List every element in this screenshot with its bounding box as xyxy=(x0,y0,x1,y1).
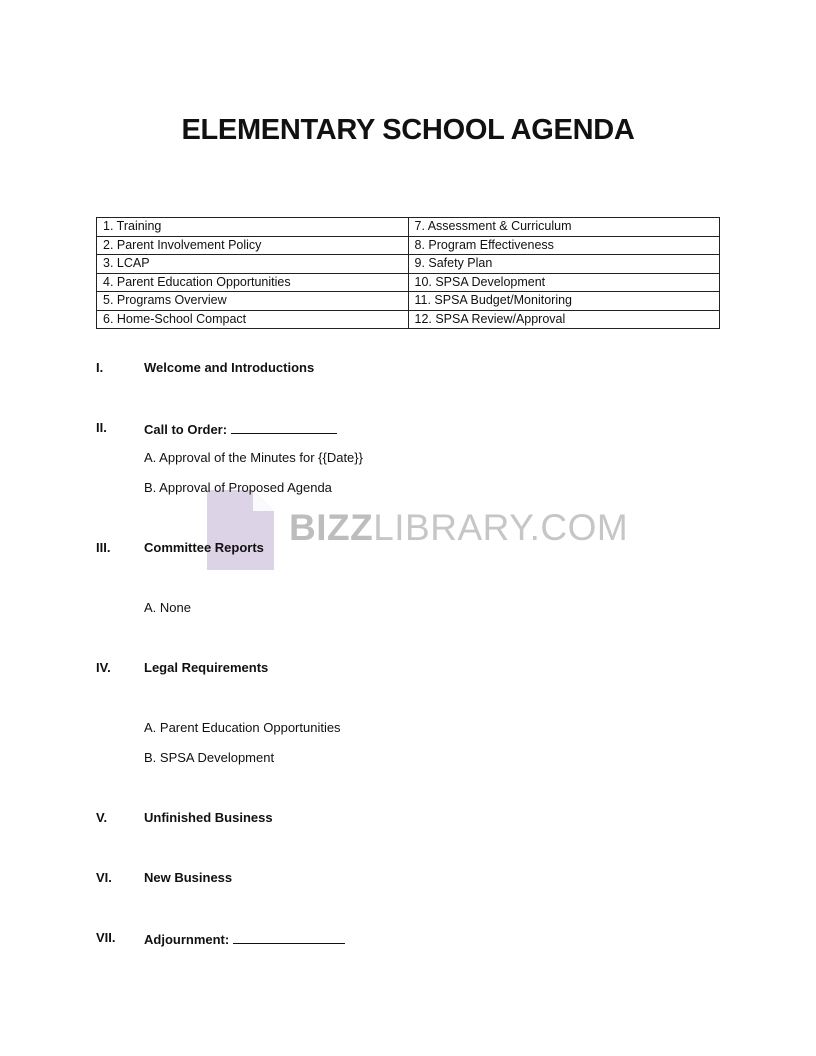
section-number: I. xyxy=(96,360,104,375)
table-cell: 5. Programs Overview xyxy=(97,292,409,311)
table-cell: 9. Safety Plan xyxy=(408,255,720,274)
sub-item: A. None xyxy=(144,600,191,615)
table-cell: 7. Assessment & Curriculum xyxy=(408,218,720,237)
topics-table xyxy=(96,217,720,329)
section-number: VI. xyxy=(96,870,112,885)
section-label: New Business xyxy=(144,870,233,885)
section-number: III. xyxy=(96,540,111,555)
sub-item: A. Approval of the Minutes for {{Date}} xyxy=(144,450,363,465)
section-label: Welcome and Introductions xyxy=(144,360,315,375)
document-title: ELEMENTARY SCHOOL AGENDA xyxy=(181,114,635,146)
table-row xyxy=(97,236,720,255)
section-number: VII. xyxy=(96,930,116,945)
watermark-light-text: LIBRARY.COM xyxy=(373,507,629,548)
table-cell: 1. Training xyxy=(97,218,409,237)
table-cell: 11. SPSA Budget/Monitoring xyxy=(408,292,720,311)
fill-in-blank xyxy=(231,420,337,434)
watermark-text xyxy=(289,508,628,548)
table-row xyxy=(97,218,720,237)
section-label: Legal Requirements xyxy=(144,660,269,675)
watermark xyxy=(207,490,627,570)
section-label: Adjournment: xyxy=(144,932,230,947)
section-number: II. xyxy=(96,420,107,435)
table-row xyxy=(97,310,720,329)
section-number: V. xyxy=(96,810,108,825)
section-number: IV. xyxy=(96,660,111,675)
section-label: Unfinished Business xyxy=(144,810,273,825)
sub-item: B. SPSA Development xyxy=(144,750,275,765)
sub-item: B. Approval of Proposed Agenda xyxy=(144,480,332,495)
section-label: Call to Order: xyxy=(144,422,228,437)
section-label: Committee Reports xyxy=(144,540,264,555)
table-cell: 2. Parent Involvement Policy xyxy=(97,236,409,255)
table-row xyxy=(97,255,720,274)
table-cell: 12. SPSA Review/Approval xyxy=(408,310,720,329)
sub-item: A. Parent Education Opportunities xyxy=(144,720,341,735)
table-cell: 3. LCAP xyxy=(97,255,409,274)
table-cell: 10. SPSA Development xyxy=(408,273,720,292)
table-cell: 6. Home-School Compact xyxy=(97,310,409,329)
fill-in-blank xyxy=(233,930,345,944)
table-cell: 4. Parent Education Opportunities xyxy=(97,273,409,292)
table-row xyxy=(97,273,720,292)
table-cell: 8. Program Effectiveness xyxy=(408,236,720,255)
watermark-bold-text: BIZZ xyxy=(289,507,374,548)
table-row xyxy=(97,292,720,311)
document-icon xyxy=(207,490,274,570)
